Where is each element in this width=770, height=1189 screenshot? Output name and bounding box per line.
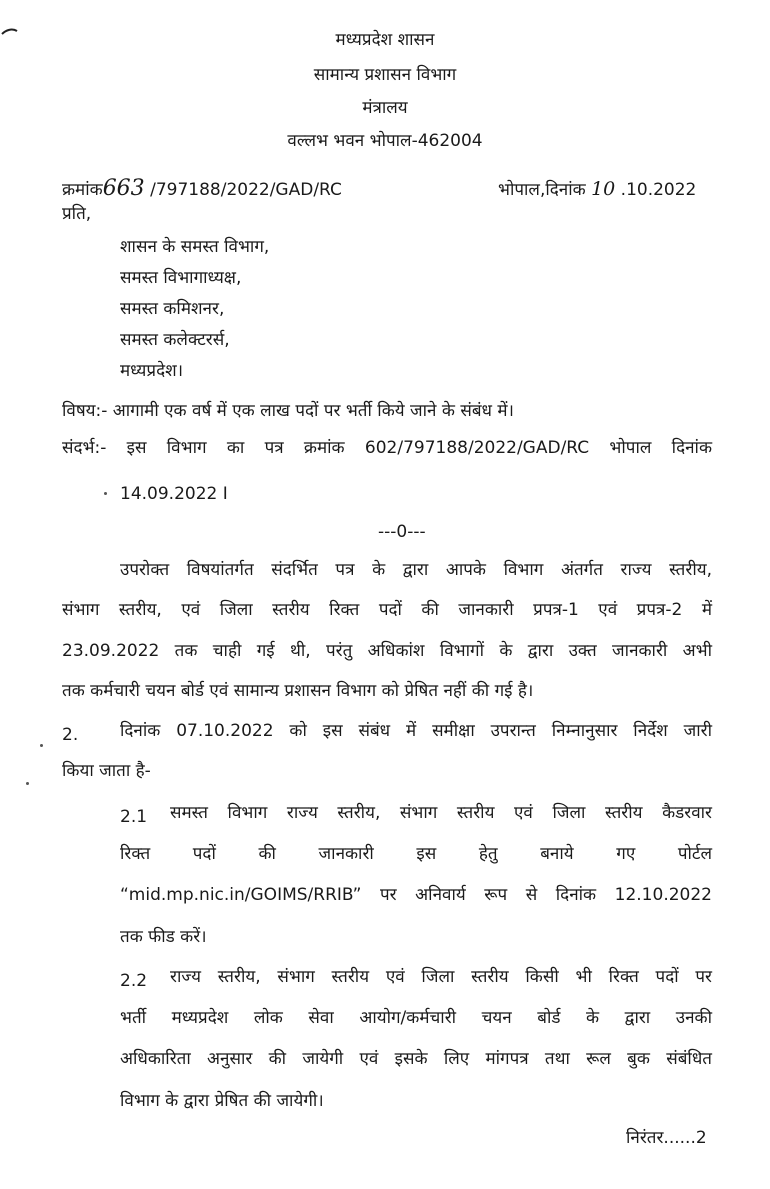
addressee-1: शासन के समस्त विभाग, bbox=[120, 237, 270, 257]
reference-line-1: संदर्भ:- इस विभाग का पत्र क्रमांक 602/797188/2022/GAD/RC भोपाल दिनांक bbox=[62, 438, 712, 458]
scan-mark-icon bbox=[0, 24, 20, 38]
scan-dot-icon bbox=[104, 492, 107, 495]
para1-line-4: तक कर्मचारी चयन बोर्ड एवं सामान्य प्रशासन विभाग को प्रेषित नहीं की गई है। bbox=[62, 681, 534, 701]
header-line-1: मध्यप्रदेश शासन bbox=[335, 30, 435, 50]
reference-number bbox=[62, 176, 342, 202]
item21-line-1: समस्त विभाग राज्य स्तरीय, संभाग स्तरीय एवं जिला स्तरीय कैडरवार bbox=[170, 803, 712, 823]
addressee-4: समस्त कलेक्टरर्स, bbox=[120, 330, 230, 350]
to-label: प्रति, bbox=[62, 204, 92, 224]
para2-number: 2. bbox=[62, 725, 79, 745]
handwritten-date-day: 10 bbox=[591, 178, 616, 200]
letter-date bbox=[498, 178, 696, 201]
item22-line-2: भर्ती मध्यप्रदेश लोक सेवा आयोग/कर्मचारी चयन बोर्ड के द्वारा उनकी bbox=[120, 1008, 712, 1028]
item21-line-3: “mid.mp.nic.in/GOIMS/RRIB” पर अनिवार्य रूप से दिनांक 12.10.2022 bbox=[120, 885, 712, 905]
handwritten-ref-number: 663 bbox=[102, 176, 145, 201]
item22-line-1: राज्य स्तरीय, संभाग स्तरीय एवं जिला स्तरीय किसी भी रिक्त पदों पर bbox=[170, 967, 712, 987]
separator: ---0--- bbox=[378, 522, 426, 542]
para2-line-2: किया जाता है- bbox=[62, 761, 151, 781]
addressee-3: समस्त कमिशनर, bbox=[120, 299, 225, 319]
addressee-5: मध्यप्रदेश। bbox=[120, 361, 184, 381]
item21-line-4: तक फीड करें। bbox=[120, 927, 207, 947]
para1-line-1: उपरोक्त विषयांतर्गत संदर्भित पत्र के द्वारा आपके विभाग अंतर्गत राज्य स्तरीय, bbox=[120, 560, 712, 580]
header-line-3: मंत्रालय bbox=[362, 98, 408, 118]
continued-marker: निरंतर......2 bbox=[626, 1128, 707, 1148]
date-prefix: भोपाल,दिनांक bbox=[498, 180, 592, 200]
header-line-2: सामान्य प्रशासन विभाग bbox=[313, 65, 457, 85]
scan-dot-icon bbox=[26, 782, 29, 785]
date-rest: .10.2022 bbox=[615, 180, 697, 200]
addressee-2: समस्त विभागाध्यक्ष, bbox=[120, 268, 242, 288]
ref-prefix: क्रमांक bbox=[62, 180, 103, 200]
subject-line: विषय:- आगामी एक वर्ष में एक लाख पदों पर भर्ती किये जाने के संबंध में। bbox=[62, 401, 514, 421]
para1-line-2: संभाग स्तरीय, एवं जिला स्तरीय रिक्त पदों की जानकारी प्रपत्र-1 एवं प्रपत्र-2 में bbox=[62, 600, 712, 620]
header-line-4: वल्लभ भवन भोपाल-462004 bbox=[287, 131, 483, 151]
item21-line-2: रिक्त पदों की जानकारी इस हेतु बनाये गए पोर्टल bbox=[120, 844, 712, 864]
reference-line-2: 14.09.2022 I bbox=[120, 484, 228, 504]
para2-line-1: दिनांक 07.10.2022 को इस संबंध में समीक्षा उपरान्त निम्नानुसार निर्देश जारी bbox=[120, 721, 712, 741]
item22-line-4: विभाग के द्वारा प्रेषित की जायेगी। bbox=[120, 1091, 324, 1111]
item21-number: 2.1 bbox=[120, 807, 148, 827]
item22-number: 2.2 bbox=[120, 971, 148, 991]
item22-line-3: अधिकारिता अनुसार की जायेगी एवं इसके लिए मांगपत्र तथा रूल बुक संबंधित bbox=[120, 1049, 712, 1069]
para1-line-3: 23.09.2022 तक चाही गई थी, परंतु अधिकांश विभागों के द्वारा उक्त जानकारी अभी bbox=[62, 641, 712, 661]
ref-suffix: /797188/2022/GAD/RC bbox=[144, 180, 342, 200]
scan-dot-icon bbox=[40, 744, 43, 747]
